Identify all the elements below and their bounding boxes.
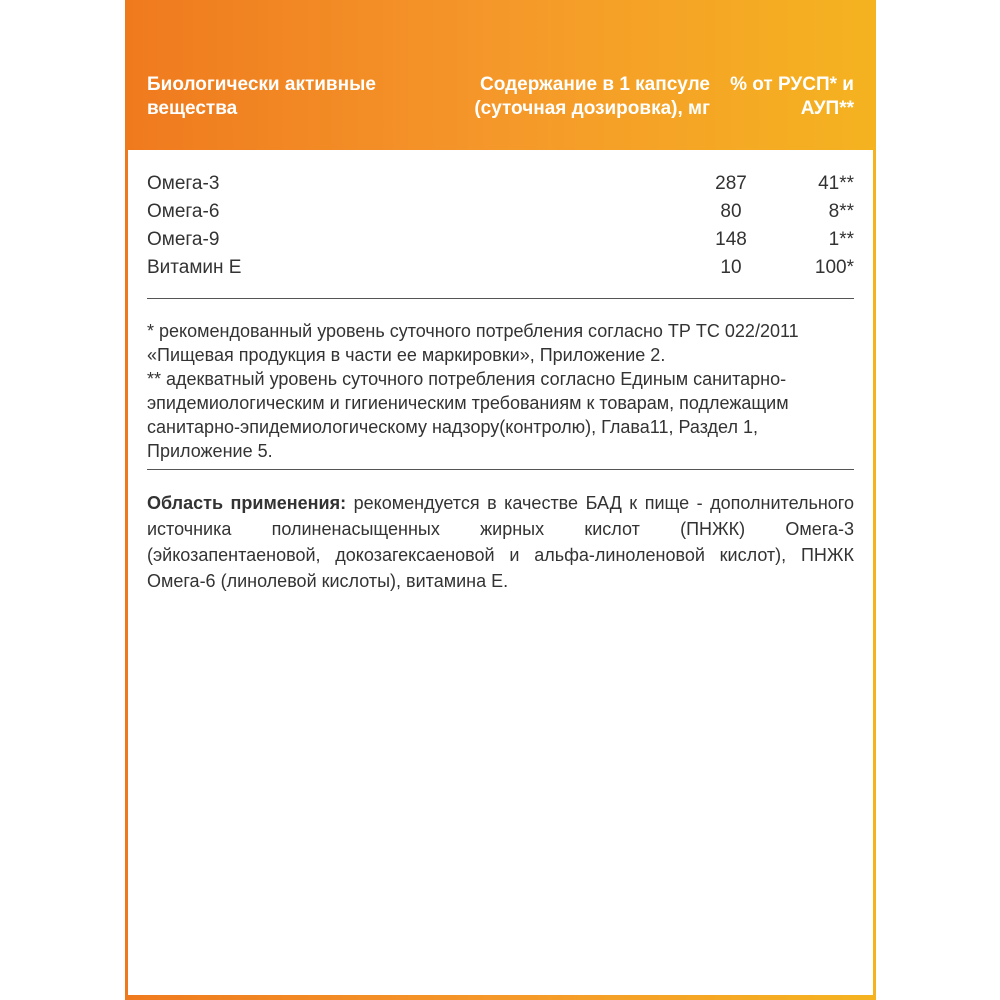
row-percent: 8** [828, 201, 854, 222]
row-percent: 100* [814, 257, 854, 278]
divider [147, 298, 854, 299]
row-name: Омега-9 [147, 229, 220, 250]
header-substances: Биологически активные вещества [147, 74, 376, 119]
divider [147, 469, 854, 470]
row-value: 80 [720, 201, 742, 222]
row-percent: 1** [828, 229, 854, 250]
footnote-rusp: * рекомендованный уровень суточного потребления согласно ТР ТС 022/2011 «Пищевая продукция в части ее маркировки», Приложение 2. [147, 321, 799, 365]
usage-text: рекомендуется в качестве БАД к пище - дополнительного источника полиненасыщенных жирных кислот (ПНЖК) Омега-3 (эйкозапентаеновой, докозагексаеновой и альфа-линоленовой кислот), ПНЖК Омега-6 (линолевой кислоты), витамина Е. [147, 493, 854, 591]
header-percent-rusp: % от РУСП* и АУП** [730, 74, 854, 119]
usage-label: Область применения: [147, 493, 347, 513]
row-value: 287 [715, 173, 747, 194]
header-content-per-capsule: Содержание в 1 капсуле (суточная дозировка), мг [474, 74, 710, 119]
row-value: 10 [720, 257, 742, 278]
footnotes [147, 319, 854, 463]
row-name: Витамин Е [147, 257, 242, 278]
row-value: 148 [715, 229, 747, 250]
usage-section [147, 490, 854, 594]
table-row [147, 170, 854, 198]
nutrient-table [147, 170, 854, 282]
table-row [147, 198, 854, 226]
table-header [0, 0, 1000, 150]
table-row [147, 254, 854, 282]
row-name: Омега-3 [147, 173, 220, 194]
row-name: Омега-6 [147, 201, 220, 222]
table-row [147, 226, 854, 254]
footnote-aup: ** адекватный уровень суточного потребления согласно Единым санитарно-эпидемиологическим и гигиеническим требованиям к товарам, подлежащим санитарно-эпидемиологическому надзору(контролю), Глава11, Раздел 1, Приложение 5. [147, 369, 789, 461]
row-percent: 41** [818, 173, 854, 194]
